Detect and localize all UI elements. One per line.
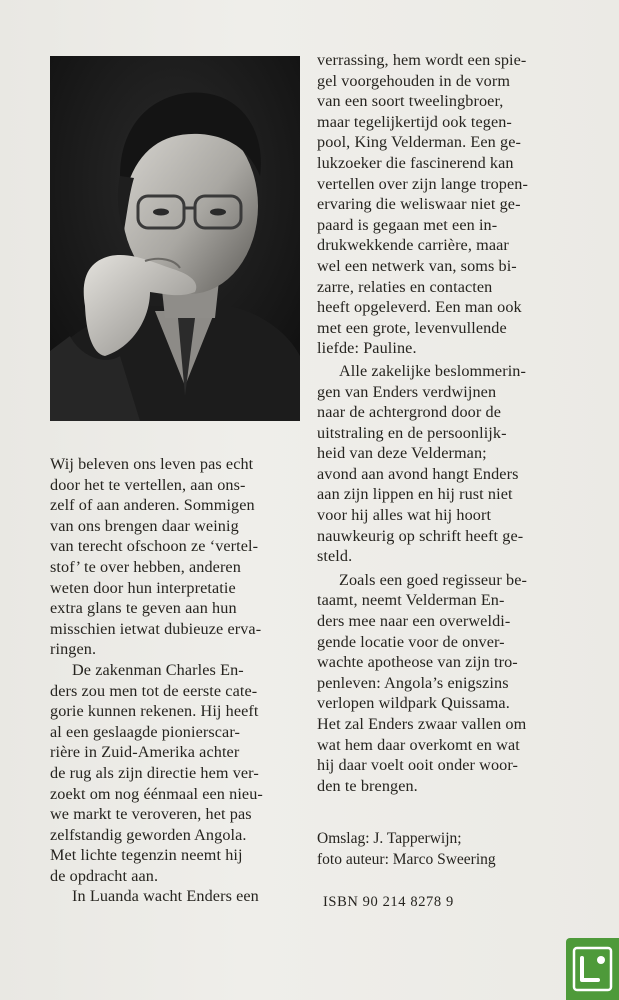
text-line: drukwekkende carrière, maar: [317, 236, 509, 255]
text-line: gende locatie voor de onver-: [317, 632, 505, 651]
paragraph-velderman: [317, 50, 585, 359]
blurb-left-column: [50, 454, 302, 907]
text-line: Zoals een goed regisseur be-: [339, 570, 527, 589]
text-line: nauwkeurig op schrift heeft ge-: [317, 526, 524, 545]
text-line: gen van Enders verdwijnen: [317, 382, 497, 401]
text-line: aan zijn lippen en hij rust niet: [317, 485, 513, 504]
text-line: hij daar voelt ooit onder woor-: [317, 756, 519, 775]
text-line: ervaring die weliswaar niet ge-: [317, 195, 521, 214]
text-line: rière in Zuid-Amerika achter: [50, 743, 240, 762]
text-line: heeft opgeleverd. Een man ook: [317, 298, 522, 317]
text-line: zelfstandig geworden Angola.: [50, 825, 247, 844]
text-line: voor hij alles wat hij hoort: [317, 506, 492, 525]
text-line: Alle zakelijke beslommerin-: [339, 361, 526, 380]
text-line: van ons brengen daar weinig: [50, 516, 239, 535]
text-line: De zakenman Charles En-: [72, 660, 244, 679]
paragraph-enders-listens: [317, 361, 585, 567]
text-line: zarre, relaties en contacten: [317, 277, 493, 296]
catalog-sticker: [566, 938, 619, 1000]
text-line: naar de achtergrond door de: [317, 403, 501, 422]
text-line: vertellen over zijn lange tropen-: [317, 174, 528, 193]
text-line: In Luanda wacht Enders een: [72, 887, 259, 906]
text-line: Wij beleven ons leven pas echt: [50, 455, 254, 473]
text-line: heid van deze Velderman;: [317, 444, 487, 463]
catalog-sticker-icon: [572, 946, 613, 992]
text-line: liefde: Pauline.: [317, 339, 417, 358]
text-line: zoekt om nog éénmaal een nieu-: [50, 784, 263, 803]
author-portrait-photo: [50, 56, 300, 421]
text-line: uitstraling en de persoonlijk-: [317, 423, 507, 442]
text-line: door het te vertellen, aan ons-: [50, 475, 246, 494]
text-line: penleven: Angola’s enigszins: [317, 673, 509, 692]
text-line: gorie kunnen rekenen. Hij heeft: [50, 702, 259, 721]
cover-designer-credit: Omslag: J. Tapperwijn;: [317, 830, 462, 847]
text-line: stof’ te over hebben, anderen: [50, 557, 241, 576]
text-line: avond aan avond hangt Enders: [317, 464, 519, 483]
text-line: van terecht ofschoon ze ‘vertel-: [50, 537, 259, 556]
blurb-right-column: [317, 50, 585, 796]
text-line: taamt, neemt Velderman En-: [317, 591, 505, 610]
text-line: Met lichte tegenzin neemt hij: [50, 846, 243, 865]
text-line: zelf of aan anderen. Sommigen: [50, 496, 255, 515]
text-line: Het zal Enders zwaar vallen om: [317, 715, 527, 733]
text-line: den te brengen.: [317, 776, 418, 795]
text-line: we markt te veroveren, het pas: [50, 805, 252, 824]
text-line: ringen.: [50, 640, 97, 659]
text-line: wel een netwerk van, soms bi-: [317, 256, 517, 275]
text-line: lukzoeker die fascinerend kan: [317, 153, 514, 172]
text-line: maar tegelijkertijd ook tegen-: [317, 112, 512, 131]
text-line: extra glans te geven aan hun: [50, 599, 237, 618]
isbn-number: ISBN 90 214 8278 9: [323, 894, 454, 910]
text-line: met een grote, levenvullende: [317, 318, 507, 337]
text-line: paard is gegaan met een in-: [317, 215, 498, 234]
cover-credits: [317, 828, 577, 869]
author-photo: [50, 56, 300, 421]
text-line: gel voorgehouden in de vorm: [317, 71, 511, 90]
text-line: van een soort tweelingbroer,: [317, 92, 504, 111]
photo-credit: foto auteur: Marco Sweering: [317, 850, 496, 868]
text-line: pool, King Velderman. Een ge-: [317, 133, 521, 152]
text-line: verrassing, hem wordt een spie-: [317, 51, 527, 69]
text-line: wachte apotheose van zijn tro-: [317, 653, 518, 672]
text-line: weten door hun interpretatie: [50, 578, 236, 597]
text-line: de rug als zijn directie hem ver-: [50, 763, 259, 782]
text-line: misschien ietwat dubieuze erva-: [50, 619, 262, 638]
paragraph-quissama: [317, 570, 585, 797]
text-line: ders mee naar een overweldi-: [317, 612, 511, 631]
text-line: steld.: [317, 547, 353, 566]
text-line: ders zou men tot de eerste cate-: [50, 681, 258, 700]
text-line: wat hem daar overkomt en wat: [317, 735, 520, 754]
text-line: al een geslaagde pionierscar-: [50, 722, 240, 741]
text-line: de opdracht aan.: [50, 866, 159, 885]
text-line: verlopen wildpark Quissama.: [317, 694, 510, 713]
